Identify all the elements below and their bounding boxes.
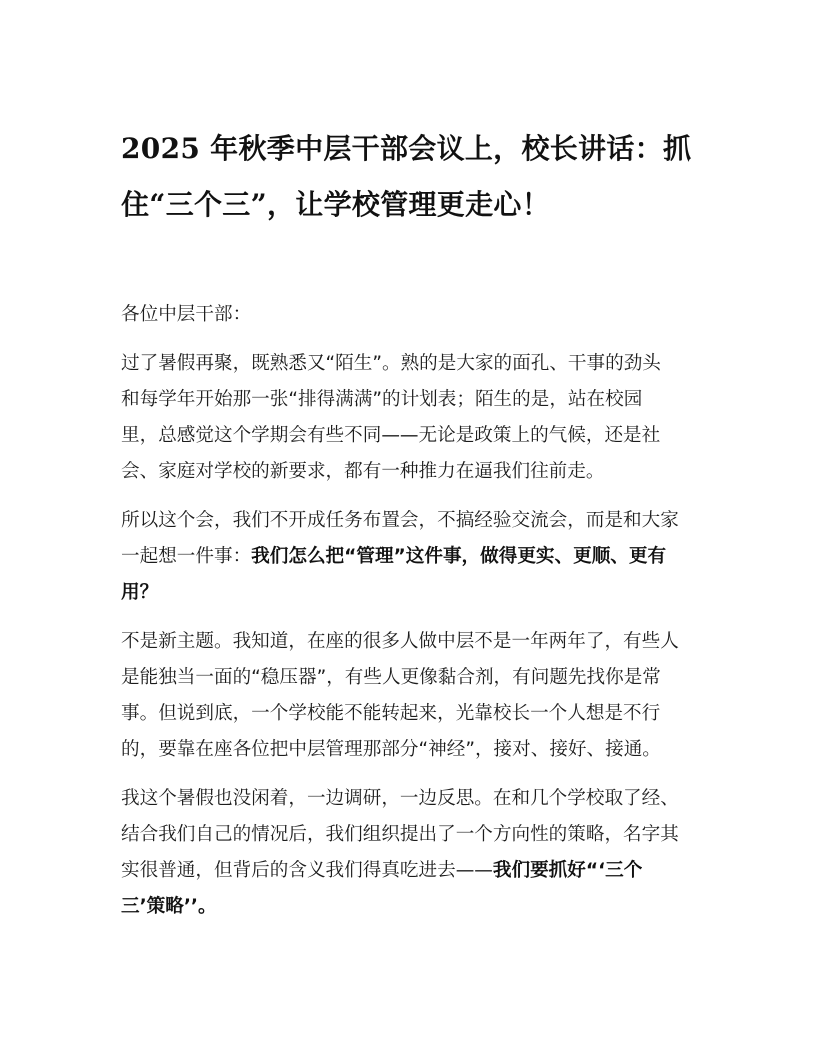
paragraph-line [121,732,721,768]
paragraph-line [121,575,721,611]
body-paragraph [121,781,721,925]
bold-text: 我们怎么把“管理”这件事，做得更实、更顺、更有 [251,546,667,567]
text: 事。但说到底，一个学校能不能转起来，光靠校长一个人想是不行 [121,703,661,724]
paragraph-line [121,454,721,490]
document-body [121,297,721,938]
paragraph-list [121,346,721,925]
salutation-text: 各位中层干部： [121,304,252,325]
text: 是能独当一面的“稳压器”，有些人更像黏合剂，有问题先找你是常 [121,667,661,688]
text: 的，要靠在座各位把中层管理那部分“神经”，接对、接好、接通。 [121,739,661,760]
text: 我这个暑假也没闲着，一边调研，一边反思。在和几个学校取了经、 [121,788,679,809]
bold-text: 我们要抓好“‘三个 [492,860,643,881]
text: 会、家庭对学校的新要求，都有一种推力在逼我们往前走。 [121,461,605,482]
body-paragraph [121,346,721,490]
text: 结合我们自己的情况后，我们组织提出了一个方向性的策略，名字其 [121,824,679,845]
body-paragraph [121,624,721,768]
paragraph-line [121,781,721,817]
text: 过了暑假再聚，既熟悉又“陌生”。熟的是大家的面孔、干事的劲头 [121,353,661,374]
paragraph-line [121,382,721,418]
text: 所以这个会，我们不开成任务布置会，不搞经验交流会，而是和大家 [121,510,679,531]
body-paragraph [121,503,721,611]
text: 不是新主题。我知道，在座的很多人做中层不是一年两年了，有些人 [121,631,679,652]
paragraph-line [121,346,721,382]
paragraph-line [121,817,721,853]
paragraph-line [121,660,721,696]
paragraph-line [121,539,721,575]
title-line: 2025 年秋季中层干部会议上，校长讲话：抓 [121,132,692,165]
text: 里，总感觉这个学期会有些不同——无论是政策上的气候，还是社 [121,425,661,446]
bold-text: 三’策略’’。 [121,896,217,917]
text: 和每学年开始那一张“排得满满”的计划表；陌生的是，站在校园 [121,389,643,410]
paragraph-line [121,853,721,889]
paragraph-line [121,624,721,660]
title-line: 住“三个三”，让学校管理更走心！ [121,188,551,221]
paragraph-line [121,696,721,732]
paragraph-line [121,889,721,925]
text: 一起想一件事： [121,546,252,567]
paragraph-line [121,418,721,454]
salutation [121,297,721,333]
paragraph-line [121,503,721,539]
bold-text: 用？ [121,582,159,603]
text: 实很普通，但背后的含义我们得真吃进去—— [121,860,493,881]
document-title [121,121,721,233]
